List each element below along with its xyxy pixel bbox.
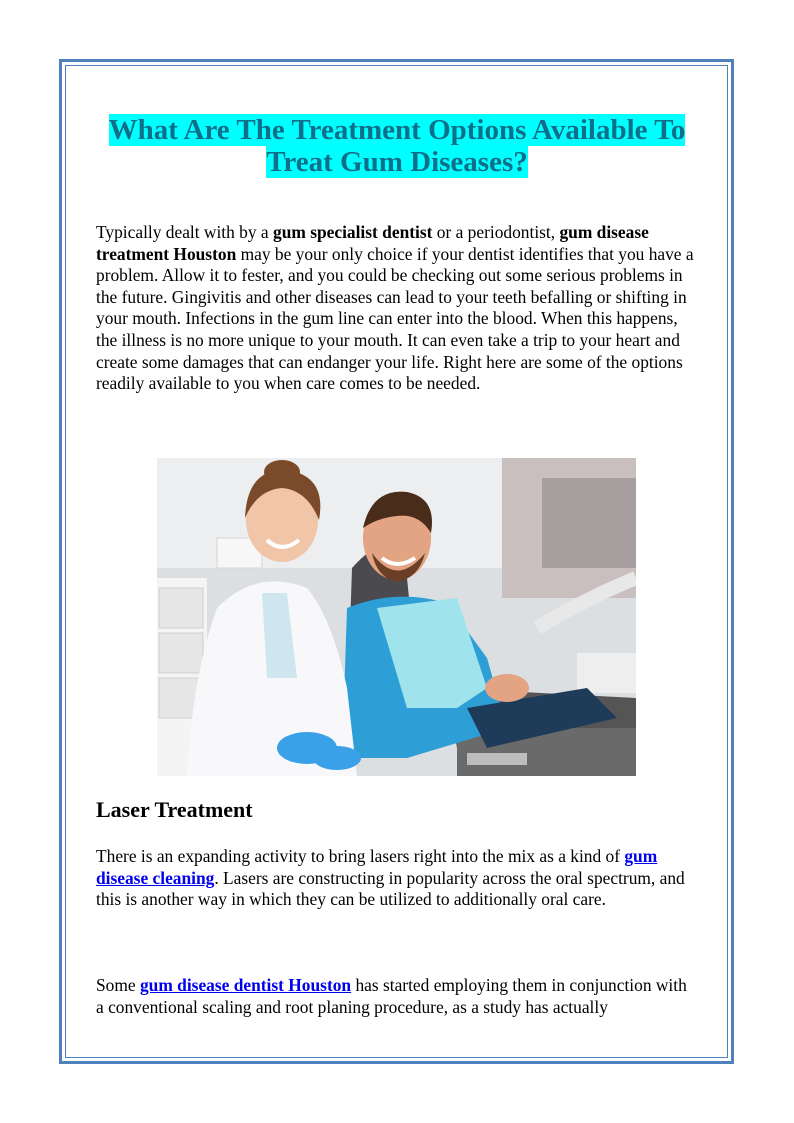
laser-text-2: . Lasers are constructing in popularity across the oral spectrum, and this is another way in which they can be utilized to additionally oral care. — [96, 867, 685, 910]
title-line-2: Treat Gum Diseases? — [266, 146, 528, 178]
intro-text-2: or a periodontist, — [432, 222, 560, 242]
keyword-gum-specialist: gum specialist dentist — [273, 222, 433, 242]
followup-paragraph — [96, 975, 696, 1018]
intro-text-3: may be your only choice if your dentist identifies that you have a problem. Allow it to fester, and you could be checking out some serious problems in the future. Gingivitis and other diseases can lead to your teeth befalling or shifting in your mouth. Infections in the gum line can enter into the blood. When this happens, the illness is no more unique to your mouth. It can even take a trip to your heart and create some damages that can endanger your life. Right here are some of the options readily available to you when care comes to be needed. — [96, 243, 694, 394]
laser-paragraph — [96, 846, 696, 911]
followup-text-1: Some — [96, 975, 140, 995]
page-title — [96, 114, 698, 178]
link-gum-disease-dentist-houston[interactable]: gum disease dentist Houston — [139, 975, 352, 995]
link-gum-disease-cleaning[interactable]: gum disease cleaning — [96, 846, 658, 888]
section-heading-laser-treatment: Laser Treatment — [96, 797, 253, 822]
followup-text-2: has started employing them in conjunction with a conventional scaling and root planing procedure, as a study has actually — [96, 975, 687, 1017]
keyword-gum-disease-treatment: gum disease treatment Houston — [96, 222, 649, 264]
intro-text-1: Typically dealt with by a — [96, 222, 273, 242]
laser-text-1: There is an expanding activity to bring lasers right into the mix as a kind of — [96, 846, 625, 866]
intro-paragraph — [96, 222, 696, 395]
title-line-1: What Are The Treatment Options Available To — [108, 114, 686, 146]
dentist-patient-photo — [157, 458, 636, 776]
